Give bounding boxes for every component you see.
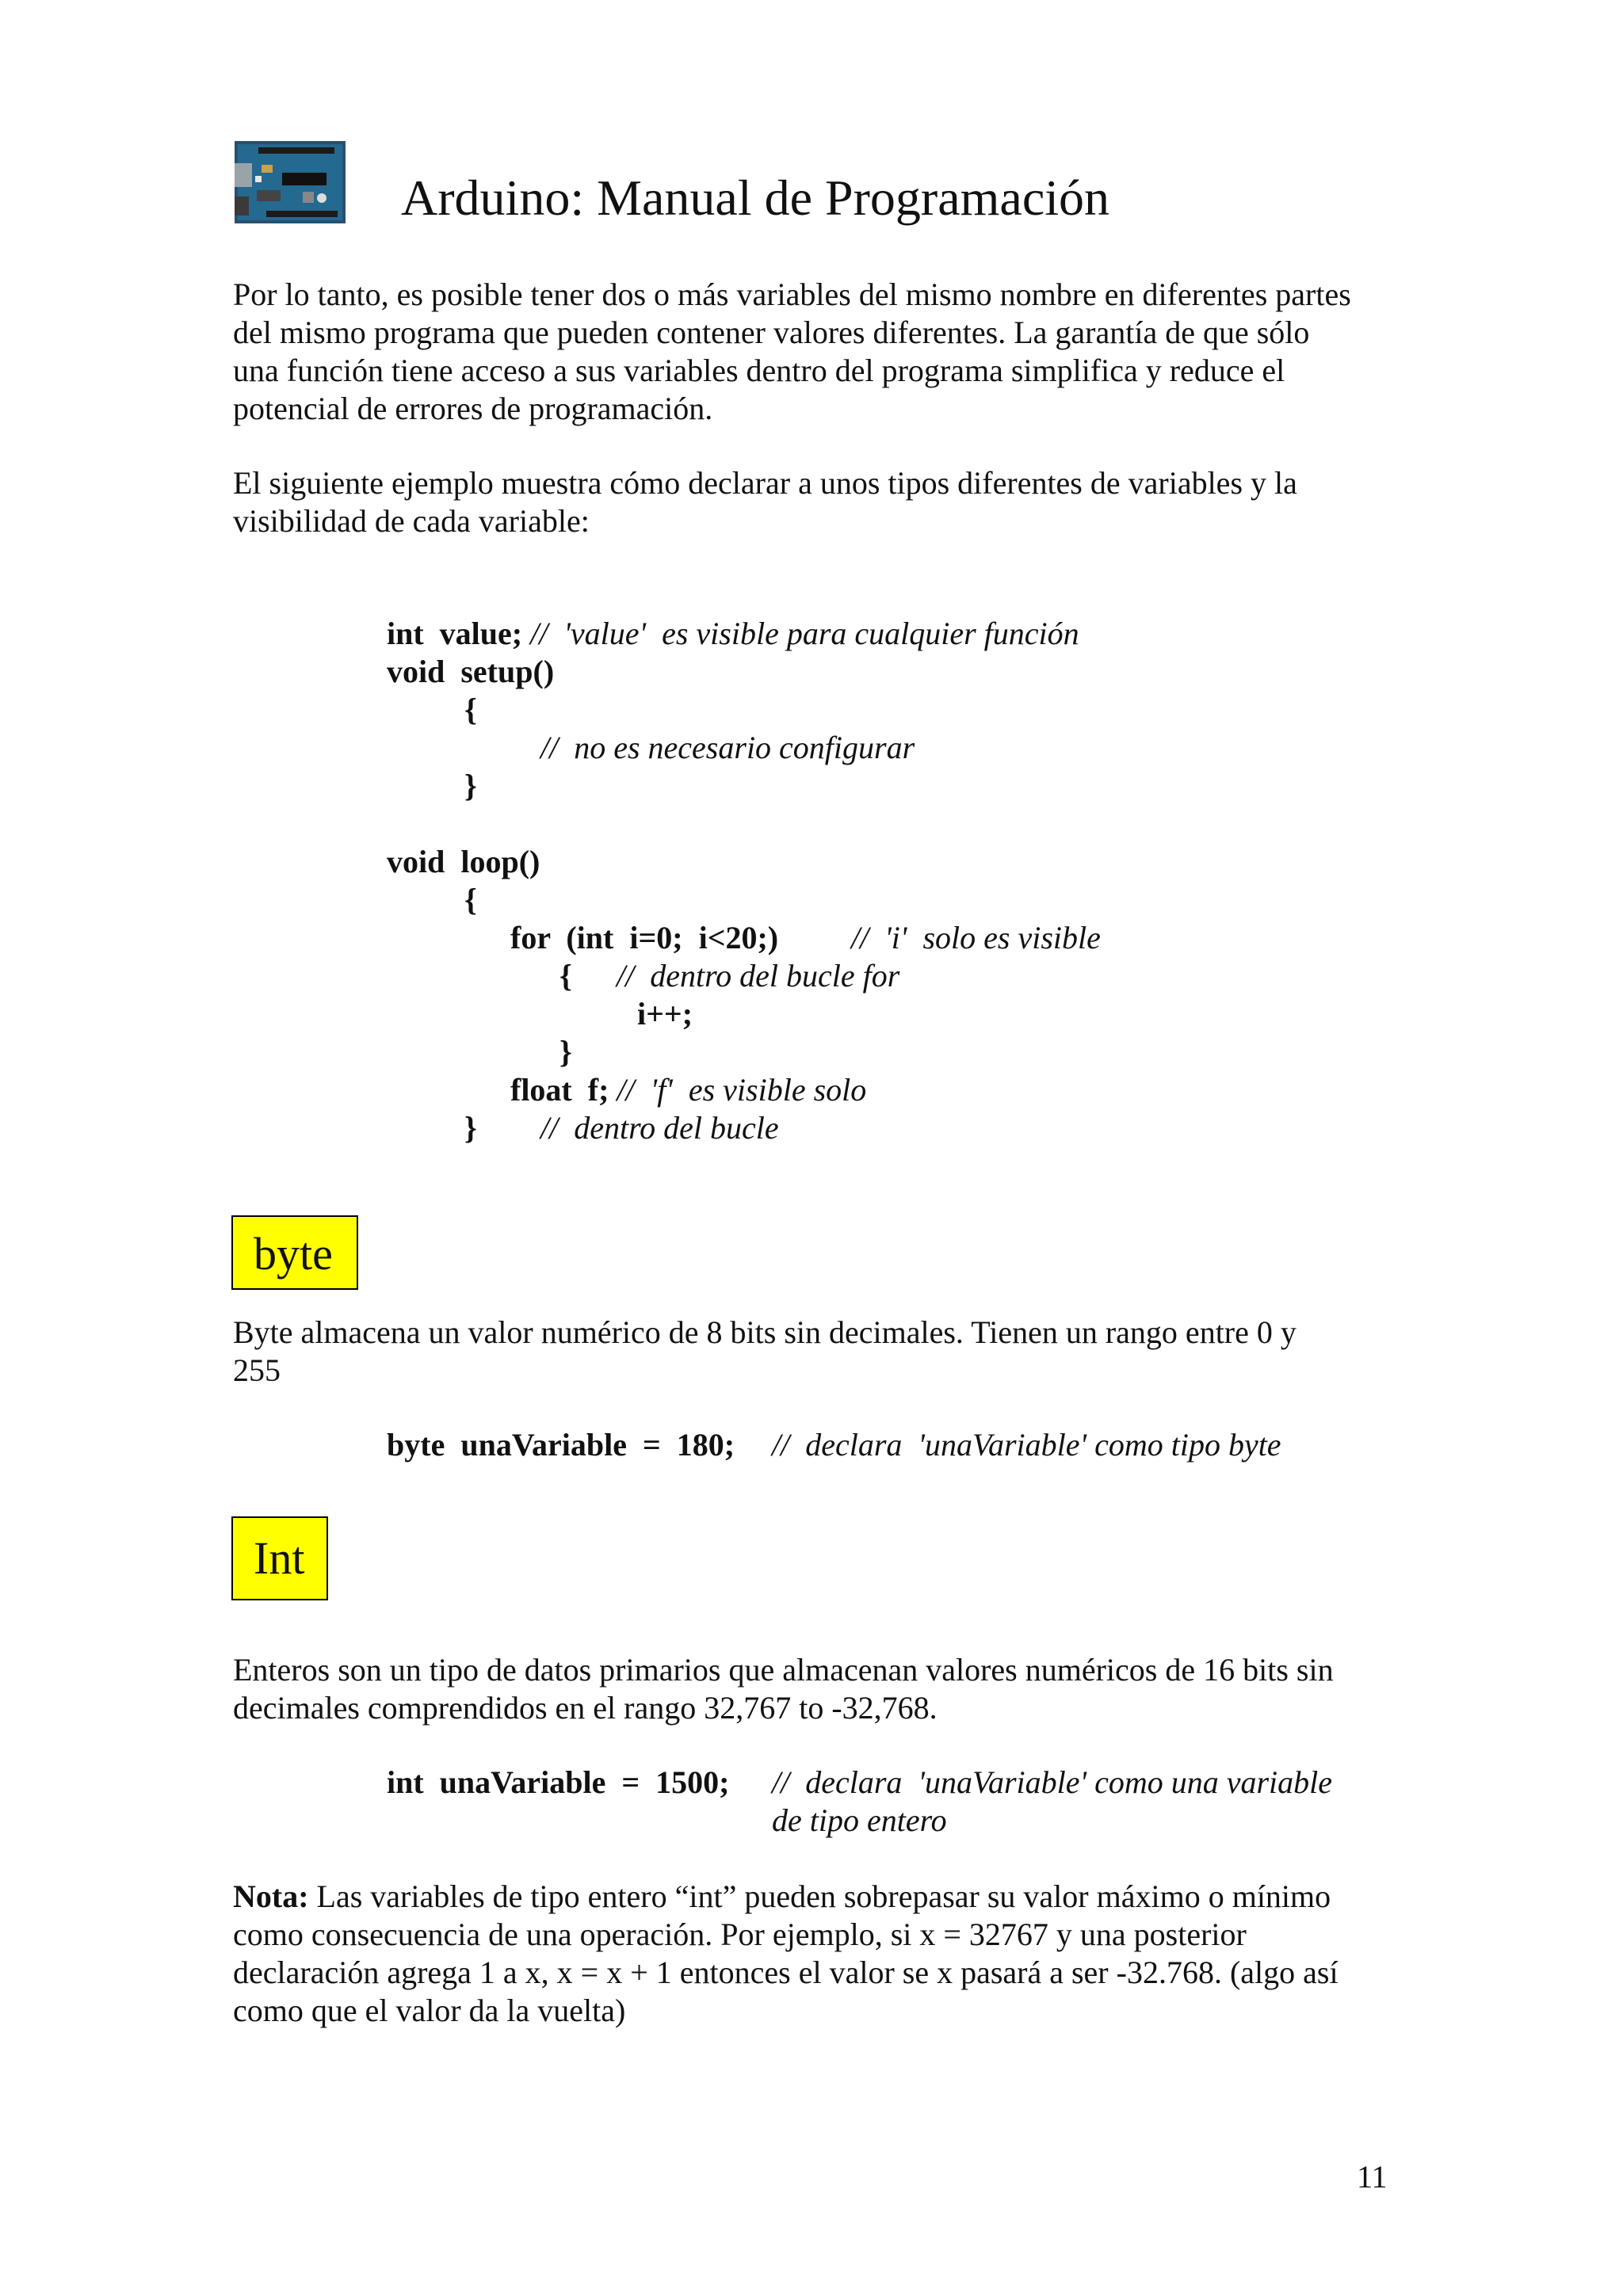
- example-intro-paragraph: [233, 464, 1406, 540]
- code-line: int value; // 'value' es visible para cualquier función: [387, 616, 1079, 651]
- code-comment: // dentro del bucle for: [617, 958, 900, 994]
- text-line: decimales comprendidos en el rango 32,767 to -32,768.: [233, 1690, 938, 1726]
- intro-paragraph: [233, 276, 1406, 428]
- byte-description: [233, 1314, 1406, 1390]
- code-line: {: [464, 882, 477, 917]
- text-line: del mismo programa que pueden contener valores diferentes. La garantía de que sólo: [233, 315, 1310, 350]
- text-line: Nota: Las variables de tipo entero “int” pueden sobrepasar su valor máximo o mínimo: [233, 1878, 1331, 1914]
- int-code-line: int unaVariable = 1500;: [387, 1764, 730, 1800]
- code-line: // no es necesario configurar: [540, 730, 915, 765]
- page-number: 11: [1357, 2159, 1388, 2195]
- int-description: [233, 1651, 1406, 1727]
- byte-code-comment: // declara 'unaVariable' como tipo byte: [772, 1427, 1281, 1463]
- section-heading-int: Int: [231, 1516, 328, 1600]
- text-line: Por lo tanto, es posible tener dos o más variables del mismo nombre en diferentes partes: [233, 277, 1351, 312]
- section-heading-byte: byte: [231, 1215, 358, 1290]
- text-line: El siguiente ejemplo muestra cómo declarar a unos tipos diferentes de variables y la: [233, 465, 1297, 501]
- text-line: como que el valor da la vuelta): [233, 1993, 626, 2028]
- code-line: }: [464, 1110, 477, 1146]
- text-line: declaración agrega 1 a x, x = x + 1 entonces el valor se x pasará a ser -32.768. (algo así: [233, 1955, 1338, 1990]
- note-label: Nota:: [233, 1878, 309, 1914]
- document-title: Arduino: Manual de Programación: [401, 170, 1109, 226]
- code-line: }: [559, 1034, 572, 1070]
- note-paragraph: [233, 1878, 1406, 2030]
- byte-code-line: byte unaVariable = 180;: [387, 1427, 735, 1463]
- code-line: {: [464, 692, 477, 727]
- code-line: for (int i=0; i<20;): [510, 920, 779, 955]
- code-line: void setup(): [387, 654, 555, 689]
- text-line: potencial de errores de programación.: [233, 391, 713, 426]
- code-line: }: [464, 768, 477, 803]
- text-line: Byte almacena un valor numérico de 8 bits sin decimales. Tienen un rango entre 0 y: [233, 1314, 1296, 1350]
- arduino-board-icon: [235, 141, 346, 223]
- text-line: Enteros son un tipo de datos primarios que almacenan valores numéricos de 16 bits sin: [233, 1652, 1334, 1688]
- code-comment: // dentro del bucle: [540, 1110, 779, 1146]
- text-line: una función tiene acceso a sus variables dentro del programa simplifica y reduce el: [233, 353, 1285, 388]
- text-line: visibilidad de cada variable:: [233, 503, 590, 539]
- int-code-comment: // declara 'unaVariable' como una variable: [772, 1764, 1333, 1800]
- code-line: {: [559, 958, 572, 994]
- int-code-comment: de tipo entero: [772, 1802, 947, 1838]
- code-line: i++;: [637, 996, 693, 1032]
- text-line: como consecuencia de una operación. Por ejemplo, si x = 32767 y una posterior: [233, 1917, 1247, 1952]
- text-line: 255: [233, 1352, 281, 1388]
- code-line: void loop(): [387, 844, 540, 879]
- code-line: float f; // 'f' es visible solo: [510, 1072, 867, 1108]
- code-comment: // 'i' solo es visible: [851, 920, 1101, 955]
